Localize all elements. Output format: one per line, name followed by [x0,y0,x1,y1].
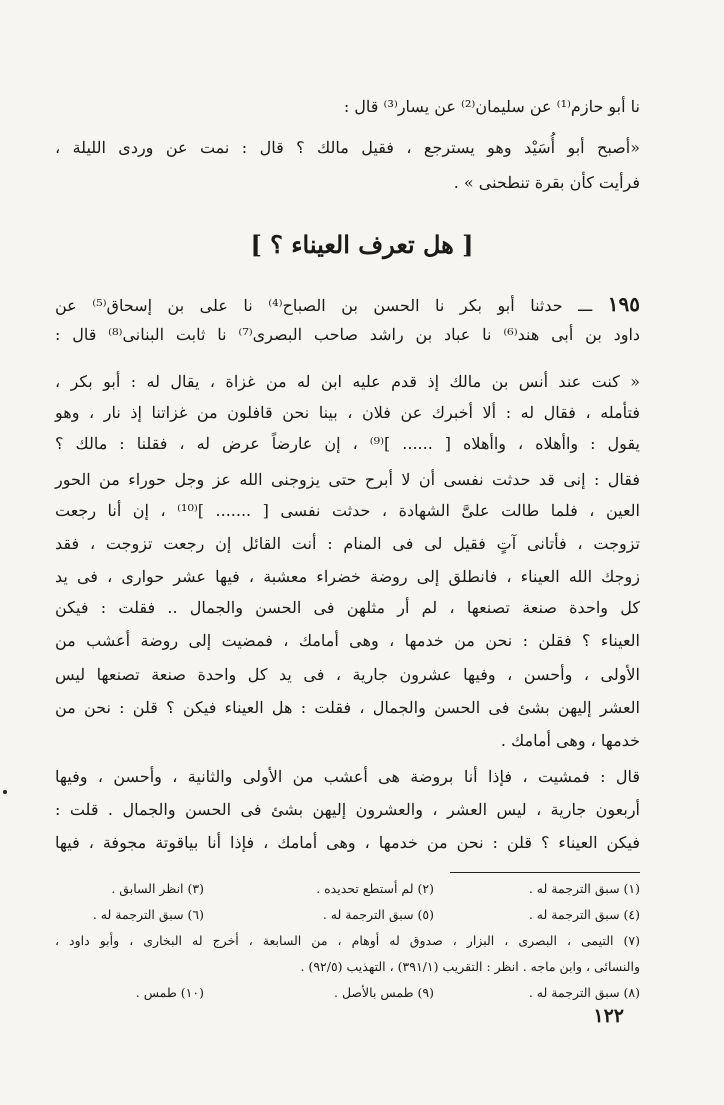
footnote-continued: والنسائى ، وابن ماجه . انظر : التقريب (٣٩١/١) ، التهذيب (٩٢/٥) . [300,959,640,974]
footnote: (١٠) طمس . [135,985,204,1000]
footnote: (٧) التيمى ، البصرى ، البزار ، صدوق له أوهام ، من السابعة ، أخرج له البخارى ، وأبو داود ، [55,933,640,948]
footnote: (٢) لم أستطع تحديده . [316,881,434,896]
body-line: العيناء ؟ فقلن : نحن من خدمها ، وهى أمامك ، فمضيت إلى روضة أعشب من [55,631,640,650]
footnote: (٥) سبق الترجمة له . [322,907,434,922]
section-heading: [ هل تعرف العيناء ؟ ] [250,230,474,259]
body-line: زوجك الله العيناء ، فانطلق إلى روضة خضراء معشبة ، فيها عشر حوارى ، فى يد [55,567,640,586]
body-line: فيكن العيناء ؟ قلن : نحن من خدمها ، وهى أمامك ، فإذا أنا بياقوتة مجوفة ، فيها [55,833,640,852]
text-line: «أصبح أبو أُسَيْد وهو يسترجع ، فقيل مالك ؟ قال : نمت عن وردى الليلة ، [55,138,640,157]
footnote: (١) سبق الترجمة له . [528,881,640,896]
footnote-separator [450,872,640,873]
hadith-isnad: ـــ حدثنا أبو بكر نا الحسن بن الصباح⁽⁴⁾ نا على بن إسحاق⁽⁵⁾ عن [55,296,593,315]
footnote: (٦) سبق الترجمة له . [92,907,204,922]
body-line: أربعون جارية ، ليس العشر ، والعشرون إليهن بشئ فى الحسن والجمال . قلت : [55,800,640,819]
isnad-line: نا أبو حازم⁽¹⁾ عن سليمان⁽²⁾ عن يسار⁽³⁾ قال : [343,97,640,116]
hadith-first-line [55,293,640,317]
body-line: « كنت عند أنس بن مالك إذ قدم عليه ابن له من غزاة ، يقال له : أبو بكر ، [55,372,640,391]
body-line: قال : فمشيت ، فإذا أنا بروضة هى أعشب من الأولى والثانية ، وأحسن ، وفيها [55,767,640,786]
footnote: (٤) سبق الترجمة له . [528,907,640,922]
margin-dot [3,790,7,794]
body-line: العين ، فلما طالت علىَّ الشهادة ، حدثت نفسى [ ....... ]⁽¹⁰⁾ ، إن أنا رجعت [55,501,640,520]
footnote: (٨) سبق الترجمة له . [528,985,640,1000]
hadith-number: ١٩٥ [607,292,641,316]
body-line: العشر إليهن بشئ فى الحسن والجمال ، فقلت : هل العيناء فيكن ؟ قلن : نحن من [55,698,640,717]
hadith-isnad-line: داود بن أبى هند⁽⁶⁾ نا عباد بن راشد صاحب البصرى⁽⁷⁾ نا ثابت البنانى⁽⁸⁾ قال : [55,325,641,344]
body-line: فتأمله ، فقال له : ألا أخبرك عن فلان ، بينا نحن قافلون من غزاتنا إذ نار ، وهو [55,403,640,422]
body-line: كل واحدة صنعة تصنعها ، لم أر مثلهن فى الحسن والجمال .. فقلت : فيكن [55,598,640,617]
body-line: خدمها ، وهى أمامك . [500,731,640,750]
body-line: تزوجت ، فأتانى آتٍ فقيل لى فى المنام : أنت القائل إن رجعت تزوجت ، فقد [55,534,640,553]
body-line: يقول : واأهلاه ، واأهلاه [ ...... ]⁽⁹⁾ ، إن عارضاً عرض له ، فقلنا : مالك ؟ [55,434,640,453]
page-number: ١٢٢ [593,1005,624,1027]
footnote: (٩) طمس بالأصل . [334,985,434,1000]
body-line: فقال : إنى قد حدثت نفسى أن لا أبرح حتى يزوجنى الله عز وجل حوراء من الحور [55,470,640,489]
body-line: الأولى ، وأحسن ، وفيها عشرون جارية ، فى يد كل واحدة صنعة تصنعها ليس [55,665,640,684]
text-line: فرأيت كأن بقرة تنطحنى » . [453,173,640,192]
footnote: (٣) انظر السابق . [111,881,204,896]
